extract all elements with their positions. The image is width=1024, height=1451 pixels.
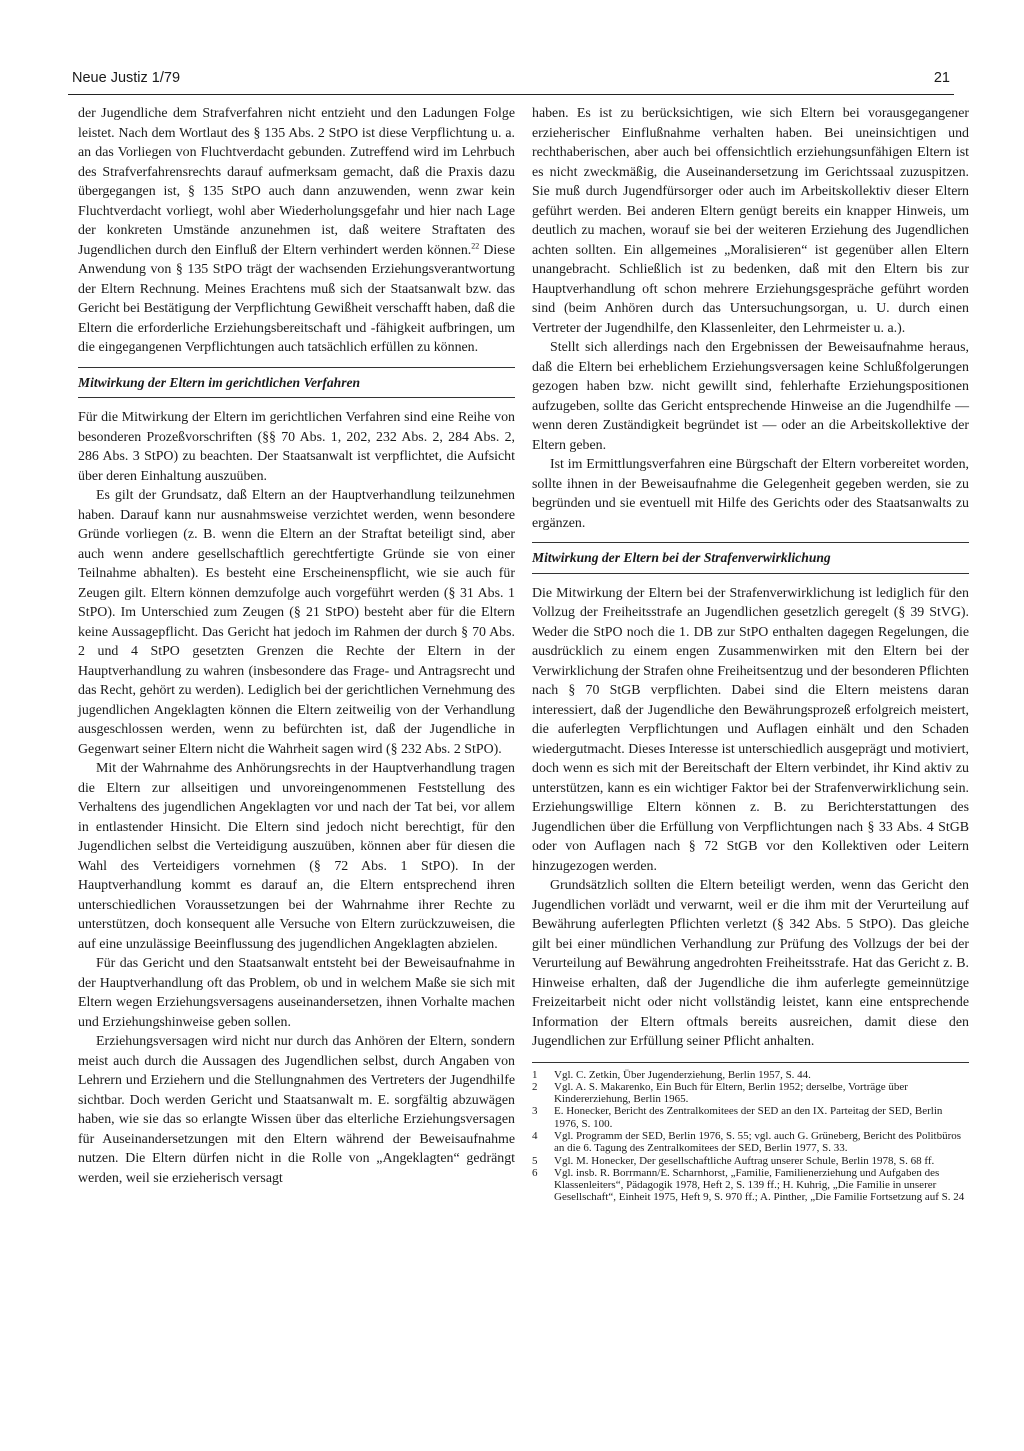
section-heading: Mitwirkung der Eltern im gerichtlichen Verfahren <box>78 367 515 399</box>
footnote: 3 E. Honecker, Bericht des Zentralkomitees der SED an den IX. Parteitag der SED, Berlin 1976, S. 100. <box>532 1105 943 1130</box>
paragraph: Für das Gericht und den Staatsanwalt entsteht bei der Beweisaufnahme in der Hauptverhandlung oft das Problem, ob und in welchem Maße sie sich mit Eltern wegen Erziehungsversagens auseinandersetzen, ihnen Vorhalte machen und Erziehungshinweise geben sollen. <box>78 956 515 1030</box>
page-header <box>68 66 954 95</box>
page-number: 21 <box>933 70 950 86</box>
paragraph: haben. Es ist zu berücksichtigen, wie sich Eltern bei vorausgegangener erzieherischer Einflußnahme verhalten haben. Bei uneinsichtigen und rechthaberischen, aber auch bei offensichtlich erziehungsunfähigen Eltern ist es nicht zweckmäßig, die Auseinandersetzung im Gerichtssaal zuzuspitzen. Sie muß durch Jugendfürsorger oder auch im Arbeitskollektiv dieser Eltern geführt werden. Bei anderen Eltern genügt bereits ein knapper Hinweis, um deutlich zu machen, worauf sie bei der weiteren Erziehung des Jugendlichen achten sollten. Ein allgemeines „Moralisieren“ ist gegenüber allen Eltern unangebracht. Schließlich ist zu bedenken, daß mit den Eltern bis zur Hauptverhandlung oft schon mehrere Erziehungsgespräche geführt worden sind (beim Anhören durch das Untersuchungsorgan, u. U. durch einen Vertreter der Jugendhilfe, den Klassenleiter, den Lehrmeister u. a.). <box>532 106 969 336</box>
journal-title: Neue Justiz 1/79 <box>72 70 181 86</box>
paragraph: Grundsätzlich sollten die Eltern beteiligt werden, wenn das Gericht den Jugendlichen vorlädt und verwarnt, weil er die ihm mit der Verurteilung auf Bewährung auferlegten Pflichten verletzt (§ 342 Abs. 5 StPO). Das gleiche gilt bei einer mündlichen Verhandlung zur Prüfung des Vollzugs der bei der Verurteilung auf Bewährung angedrohten Freiheitsstrafe. Hat das Gericht z. B. Hinweise erhalten, daß der Jugendliche die ihm auferlegte gemeinnützige Freizeitarbeit nicht oder nicht vollständig leistet, kann eine entsprechende Information der Eltern oftmals bereits ausreichen, damit diese den Jugendlichen zur Erfüllung seiner Pflicht anhalten. <box>532 878 969 1049</box>
paragraph: Mit der Wahrnahme des Anhörungsrechts in der Hauptverhandlung tragen die Eltern zur allseitigen und unvoreingenommenen Feststellung des Verhaltens des jugendlichen Angeklagten vor und nach der Tat bei, vor allem in entlastender Hinsicht. Die Eltern sind jedoch nicht berechtigt, für den Jugendlichen selbst die Verteidigung auszuüben, können aber für diesen die Wahl des Verteidigers vornehmen (§ 72 Abs. 1 StPO). In der Hauptverhandlung kommt es darauf an, die Eltern entsprechend ihren unterschiedlichen Voraussetzungen bei der Wahrnahme ihrer Rechte zu unterstützen, doch konsequent alle Versuche von Eltern zurückzuweisen, die auf eine unzulässige Beeinflussung des jugendlichen Angeklagten abzielen. <box>78 761 515 952</box>
footnotes <box>532 1062 969 1204</box>
footnote-ref: 22 <box>471 240 480 250</box>
right-column <box>532 104 969 1204</box>
footnote: 4 Vgl. Programm der SED, Berlin 1976, S. 55; vgl. auch G. Grüneberg, Bericht des Politbüros an die 6. Tagung des Zentralkomitees der SED, Berlin 1977, S. 33. <box>532 1129 962 1155</box>
paragraph: Die Mitwirkung der Eltern bei der Strafenverwirklichung ist lediglich für den Vollzug der Freiheitsstrafe an Jugendlichen gesetzlich geregelt (§ 39 StVG). Weder die StPO noch die 1. DB zur StPO enthalten dagegen Regelungen, die ausdrücklich zu einem engen Zusammenwirken mit den Eltern bei der Verwirklichung der Strafen ohne Freiheitsentzug und der besonderen Pflichten nach § 70 StGB verpflichten. Dabei sind die Eltern meistens daran interessiert, daß der Jugendliche den Bewährungsprozeß erfolgreich meistert, die auferlegten Verpflichtungen und Auflagen einhält und den Schaden wiedergutmacht. Dieses Interesse ist unterschiedlich ausgeprägt und motiviert, doch wenn es sich mit der Bereitschaft der Eltern verbindet, ihr Kind aktiv zu unterstützen, kann es ein wichtiger Faktor bei der Strafenverwirklichung sein. Erziehungswillige Eltern können z. B. zu Berichterstattungen des Jugendlichen über die Erfüllung von Verpflichtungen nach § 33 Abs. 4 StGB oder von Auflagen nach § 72 StGB vor den Kollektiven oder Leitern hinzugezogen werden. <box>532 585 969 874</box>
footnote: 5 Vgl. M. Honecker, Der gesellschaftliche Auftrag unserer Schule, Berlin 1978, S. 68 ff. <box>532 1154 935 1167</box>
paragraph: der Jugendliche dem Strafverfahren nicht entzieht und den Ladungen Folge leistet. Nach dem Wortlaut des § 135 Abs. 2 StPO ist diese Verpflichtung u. a. an das Vorliegen von Fluchtverdacht gebunden. Zutreffend wird im Lehrbuch des Strafverfahrensrechts darauf aufmerksam gemacht, daß die Praxis dazu übergegangen ist, § 135 StPO auch dann anzuwenden, wenn zwar kein Fluchtverdacht vorliegt, wohl aber Wiederholungsgefahr und hier nach Lage der konkreten Umstände anzunehmen ist, daß weitere Straftaten des Jugendlichen durch den Einfluß der Eltern verhindert werden können.$^{22}$ Diese Anwendung von § 135 StPO trägt der wachsenden Erziehungsverantwortung der Eltern Rechnung. Meines Erachtens muß sich der Staatsanwalt bzw. das Gericht bei Bestätigung der Verpflichtung Gewißheit verschafft haben, daß die Eltern die erforderliche Erziehungsbereitschaft und -fähigkeit aufbringen, um die eingegangenen Verpflichtungen auch tatsächlich erfüllen zu können. <box>78 106 515 355</box>
paragraph: Stellt sich allerdings nach den Ergebnissen der Beweisaufnahme heraus, daß die Eltern bei erheblichem Erziehungsversagen keine Schlußfolgerungen gezogen haben bzw. nicht gewillt sind, fehlerhafte Erziehungspositionen aufzugeben, sollte das Gericht entsprechende Hinweise an die Jugendhilfe — wenn deren Zuständigkeit begründet ist — oder an die Arbeitskollektive der Eltern geben. <box>532 340 969 453</box>
section-heading: Mitwirkung der Eltern bei der Strafenverwirklichung <box>532 542 969 574</box>
paragraph: Ist im Ermittlungsverfahren eine Bürgschaft der Eltern vorbereitet worden, sollte ihnen in der Beweisaufnahme die Gelegenheit gegeben werden, sie zu begründen und sie eventuell mit Hilfe des Gerichts oder des Staatsanwalts zu ergänzen. <box>532 457 969 531</box>
paragraph: Für die Mitwirkung der Eltern im gerichtlichen Verfahren sind eine Reihe von besonderen Prozeßvorschriften (§§ 70 Abs. 1, 202, 232 Abs. 2, 284 Abs. 2, 286 Abs. 3 StPO) zu beachten. Der Staatsanwalt ist verpflichtet, die Aufsicht über deren Einhaltung auszuüben. <box>78 410 515 484</box>
footnote: 6 Vgl. insb. R. Borrmann/E. Scharnhorst, „Familie, Familienerziehung und Aufgaben des Klassenleiters“, Pädagogik 1978, Heft 2, S. 139 ff.; H. Kuhrig, „Die Familie in unserer Gesellschaft“, Einheit 1975, Heft 9, S. 970 ff.; A. Pinther, „Die Familie Fortsetzung auf S. 24 <box>532 1166 965 1204</box>
paragraph: Erziehungsversagen wird nicht nur durch das Anhören der Eltern, sondern meist auch durch die Aussagen des Jugendlichen selbst, durch Angaben von Lehrern und Erziehern und die Stellungnahmen des Vertreters der Jugendhilfe sichtbar. Doch werden Gericht und Staatsanwalt m. E. sorgfältig abzuwägen haben, wie sie das so erlangte Wissen über das elterliche Erziehungsversagen für Auseinandersetzungen mit den Eltern während der Beweisaufnahme nutzen. Die Eltern dürfen nicht in die Rolle von „Angeklagten“ gedrängt werden, weil sie erzieherisch versagt <box>78 1034 515 1186</box>
left-column <box>78 104 515 1188</box>
footnote: 1 Vgl. C. Zetkin, Über Jugenderziehung, Berlin 1957, S. 44. <box>532 1068 811 1081</box>
paragraph: Es gilt der Grundsatz, daß Eltern an der Hauptverhandlung teilzunehmen haben. Darauf kann nur ausnahmsweise verzichtet werden, wenn besondere Gründe vorliegen (z. B. wenn die Eltern an der Straftat beteiligt sind, aber auch wenn andere gesellschaftlich gerechtfertigte Gründe sie von einer Teilnahme abhalten). Es besteht eine Erscheinenspflicht, wie sie auch für Zeugen gilt. Eltern können demzufolge auch vorgeführt werden (§ 31 Abs. 1 StPO). Im Unterschied zum Zeugen (§ 21 StPO) besteht aber für die Eltern keine Aussagepflicht. Das Gericht hat jedoch im Rahmen der durch § 70 Abs. 2 und 4 StPO gesetzten Grenzen die Rechte der Eltern in der Hauptverhandlung zu wahren (insbesondere das Frage- und Antragsrecht und das Recht, gehört zu werden). Lediglich bei der gerichtlichen Vernehmung des jugendlichen Angeklagten können die Eltern zeitweilig von der Verhandlung ausgeschlossen werden, wenn zu befürchten ist, daß der Jugendliche in Gegenwart seiner Eltern nicht die Wahrheit sagen wird (§ 232 Abs. 2 StPO). <box>78 488 515 757</box>
footnote: 2 Vgl. A. S. Makarenko, Ein Buch für Eltern, Berlin 1952; derselbe, Vorträge über Kindererziehung, Berlin 1965. <box>532 1080 908 1106</box>
